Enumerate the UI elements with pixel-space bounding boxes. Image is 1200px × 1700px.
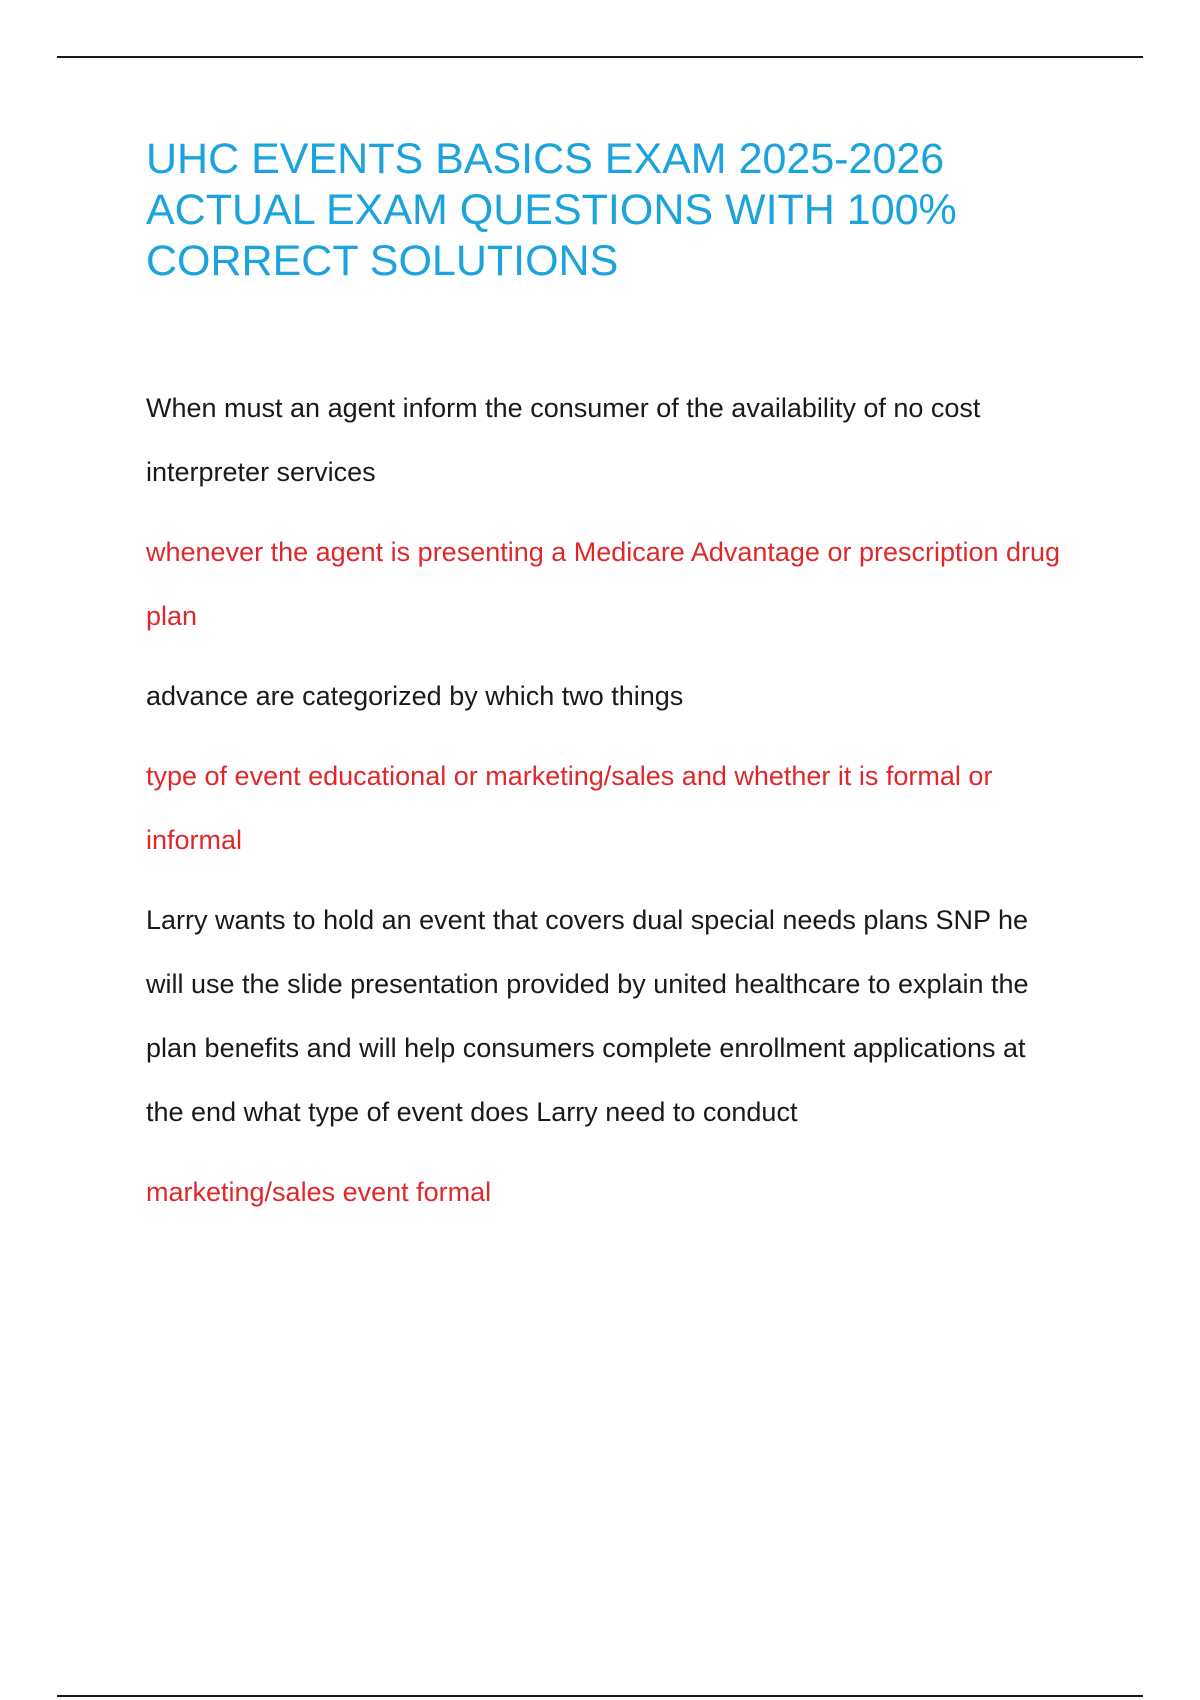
title-line: ACTUAL EXAM QUESTIONS WITH 100% (146, 186, 957, 234)
question-line: will use the slide presentation provided by united healthcare to explain the (146, 969, 1029, 999)
qa-question-2 (146, 664, 1086, 728)
qa-answer-3 (146, 1160, 1086, 1224)
top-rule (57, 56, 1143, 58)
answer-line: marketing/sales event formal (146, 1177, 492, 1207)
qa-question-3 (146, 888, 1086, 1144)
title-line: UHC EVENTS BASICS EXAM 2025-2026 (146, 135, 945, 183)
question-line: When must an agent inform the consumer of the availability of no cost (146, 393, 981, 423)
question-line: interpreter services (146, 457, 376, 487)
document-title (146, 134, 1046, 287)
question-line: advance are categorized by which two things (146, 681, 684, 711)
question-line: the end what type of event does Larry need to conduct (146, 1097, 798, 1127)
question-line: plan benefits and will help consumers complete enrollment applications at (146, 1033, 1026, 1063)
answer-line: whenever the agent is presenting a Medicare Advantage or prescription drug (146, 537, 1061, 567)
answer-line: plan (146, 601, 198, 631)
answer-line: type of event educational or marketing/sales and whether it is formal or (146, 761, 993, 791)
answer-line: informal (146, 825, 243, 855)
bottom-rule (57, 1695, 1143, 1697)
qa-content (146, 376, 1086, 1240)
qa-question-1 (146, 376, 1086, 504)
qa-answer-1 (146, 520, 1086, 648)
title-line: CORRECT SOLUTIONS (146, 237, 619, 285)
question-line: Larry wants to hold an event that covers dual special needs plans SNP he (146, 905, 1029, 935)
qa-answer-2 (146, 744, 1086, 872)
